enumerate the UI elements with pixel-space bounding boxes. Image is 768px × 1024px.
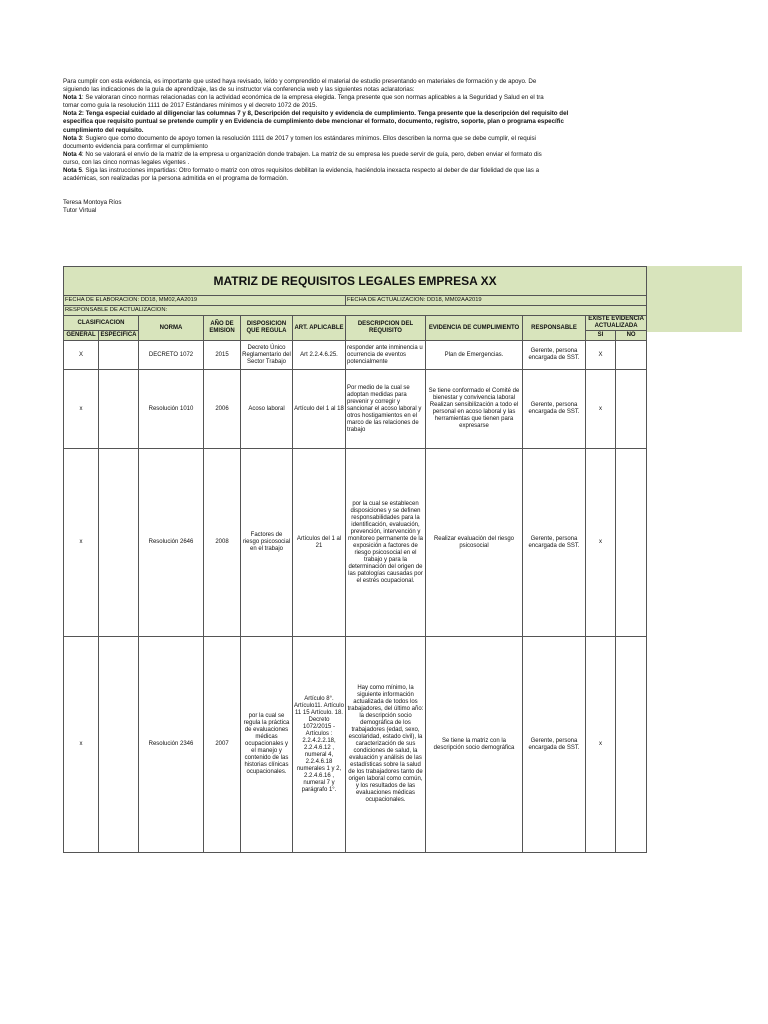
cell-si: x [586,637,616,853]
note-1: Nota 1: Se valoraran cinco normas relacionadas con la actividad económica de la empresa elegida. Tenga presente que son normas aplicables a la Seguridad y Salud en el tra [63,94,544,102]
note-4-cont: curso, con las cinco normas legales vigentes . [63,158,190,166]
cell-no [616,341,647,370]
cell-norma: Resolución 2346 [139,637,204,853]
cell-disposicion: Decreto Único Reglamentario del Sector Trabajo [241,341,293,370]
header-general: GENERAL [64,331,99,341]
table-row [64,637,647,853]
cell-si: X [586,341,616,370]
intro-paragraph-2: siguiendo las indicaciones de la guía de aprendizaje, las de su instructor vía conferencia web y las siguientes notas aclaratorias: [63,86,415,94]
cell-norma: Resolución 1010 [139,370,204,449]
cell-anio: 2015 [204,341,241,370]
table-row [64,341,647,370]
cell-no [616,370,647,449]
cell-descripcion: Hay como mínimo, la siguiente información actualizada de todos los trabajadores, del último año: la descripción socio demográfica de los trabajadores (edad, sexo, escolaridad, estado civil), la caracterización de sus condiciones de salud, la evaluación y análisis de las estadísticas sobre la salud de los trabajadores tanto de origen laboral como común, y los resultados de las evaluaciones médicas ocupacionales. [346,637,426,853]
header-anio: AÑO DE EMISION [204,316,241,341]
header-si: SI [586,331,616,341]
cell-evidencia: Plan de Emergencias. [426,341,523,370]
table-row [64,370,647,449]
header-descripcion: DESCRIPCION DEL REQUISITO [346,316,426,341]
note-5: Nota 5. Siga las instrucciones impartidas: Otro formato o matriz con otros requisitos debilitan la evidencia, haciéndola inexacta respecto al deber de dar fidelidad de que las a [63,167,540,175]
cell-general: x [64,637,99,853]
cell-evidencia: Se tiene conformado el Comité de bienestar y convivencia laboral Realizan sensibilización a todo el personal en acoso laboral y las herramientas que tienen para expresarse [426,370,523,449]
intro-paragraph: Para cumplir con esta evidencia, es importante que usted haya revisado, leído y comprendido el material de estudio presentando en materiales de formación y de apoyo. De [63,78,537,85]
fecha-elaboracion: FECHA DE ELABORACION: DD18, MM02,AA2019 [64,296,346,306]
header-especifica: ESPECIFICA [99,331,139,341]
header-norma: NORMA [139,316,204,341]
note-2-cont: especifica que requisito puntual se pretende cumplir y en Evidencia de cumplimiento debe mencionar el formato, documento, registro, soporte, plan o programa específic [63,118,564,126]
cell-especifica [99,637,139,853]
requirements-matrix [63,266,646,853]
cell-especifica [99,341,139,370]
cell-anio: 2007 [204,637,241,853]
header-clasificacion: CLASIFICACION [64,316,139,331]
cell-responsable: Gerente, persona encargada de SST. [523,370,586,449]
note-2-cont2: cumplimiento del requisito. [63,126,144,134]
header-art: ART. APLICABLE [293,316,346,341]
cell-responsable: Gerente, persona encargada de SST. [523,341,586,370]
cell-norma: Resolución 2646 [139,449,204,637]
note-3-cont: documento evidencia para confirmar el cumplimiento [63,142,208,150]
note-5-cont: académicas, son realizadas por la persona admitida en el programa de formación. [63,175,289,183]
header-disposicion: DISPOSICION QUE REGULA [241,316,293,341]
cell-disposicion: por la cual se regula la práctica de evaluaciones médicas ocupacionales y el manejo y contenido de las historias clínicas ocupacionales. [241,637,293,853]
cell-art: Art 2.2.4.6.25. [293,341,346,370]
table-row [64,449,647,637]
cell-descripcion: por la cual se establecen disposiciones y se definen responsabilidades para la identificación, evaluación, prevención, intervención y monitoreo permanente de la exposición a factores de riesgo psicosocial en el trabajo y para la determinación del origen de las patologías causadas por el estrés ocupacional. [346,449,426,637]
signature-name: Teresa Montoya Ríos [63,199,122,206]
header-no: NO [616,331,647,341]
cell-disposicion: Factores de riesgo psicosocial en el trabajo [241,449,293,637]
cell-norma: DECRETO 1072 [139,341,204,370]
cell-descripcion: Por medio de la cual se adoptan medidas para prevenir y corregir y sancionar el acoso laboral y otros hostigamientos en el marco de las relaciones de trabajo [346,370,426,449]
signature-role: Tutor Virtual [63,207,97,214]
cell-art: Artículos del 1 al 21 [293,449,346,637]
cell-art: Artículo del 1 al 18 [293,370,346,449]
cell-general: X [64,341,99,370]
cell-especifica [99,370,139,449]
header-evidencia: EVIDENCIA DE CUMPLIMIENTO [426,316,523,341]
cell-responsable: Gerente, persona encargada de SST. [523,449,586,637]
cell-general: x [64,449,99,637]
cell-general: x [64,370,99,449]
note-2: Nota 2: Tenga especial cuidado al diligenciar las columnas 7 y 8, Descripción del requisito y evidencia de cumplimiento. Tenga presente que la descripción del requisito del [63,110,569,118]
responsable-actualizacion: RESPONSABLE DE ACTUALIZACION: [64,306,647,316]
header-fill-extension [646,266,742,332]
cell-especifica [99,449,139,637]
cell-art: Artículo 8°. Artículo11. Artículo 11 15 Artículo. 18. Decreto 1072/2015 - Artículos : 2.2.4.2.2.18, 2.2.4.6.12 , numeral 4, 2.2.4.6.18 numerales 1 y 2, 2.2.4.6.16 , numeral 7 y parágrafo 1°. [293,637,346,853]
header-existe: EXISTE EVIDENCIA ACTUALIZADA [586,316,647,331]
cell-no [616,637,647,853]
signature-block [63,199,121,215]
matrix-title: MATRIZ DE REQUISITOS LEGALES EMPRESA XX [64,267,647,296]
fecha-actualizacion: FECHA DE ACTUALIZACION: DD18, MM02AA2019 [346,296,647,306]
cell-responsable: Gerente, persona encargada de SST. [523,637,586,853]
cell-anio: 2006 [204,370,241,449]
note-3: Nota 3: Sugiero que como documento de apoyo tomen la resolución 1111 de 2017 y tomen los estándares mínimos. Ellos describen la norma que se debe cumplir, el requisi [63,134,536,142]
cell-anio: 2008 [204,449,241,637]
cell-evidencia: Realizar evaluación del riesgo psicosocial [426,449,523,637]
note-4: Nota 4: No se valorará el envío de la matriz de la empresa u organización donde trabajen. La matriz de su empresa les puede servir de guía, pero, deben enviar el formato dis [63,150,542,158]
cell-disposicion: Acoso laboral [241,370,293,449]
cell-si: x [586,370,616,449]
note-1-cont: tomar como guía la resolución 1111 de 2017 Estándares mínimos y el decreto 1072 de 2015. [63,102,318,110]
cell-evidencia: Se tiene la matriz con la descripción socio demográfica [426,637,523,853]
cell-no [616,449,647,637]
instructions-block [63,78,648,183]
header-responsable: RESPONSABLE [523,316,586,341]
cell-si: x [586,449,616,637]
cell-descripcion: responder ante inminencia u ocurrencia de eventos potencialmente [346,341,426,370]
